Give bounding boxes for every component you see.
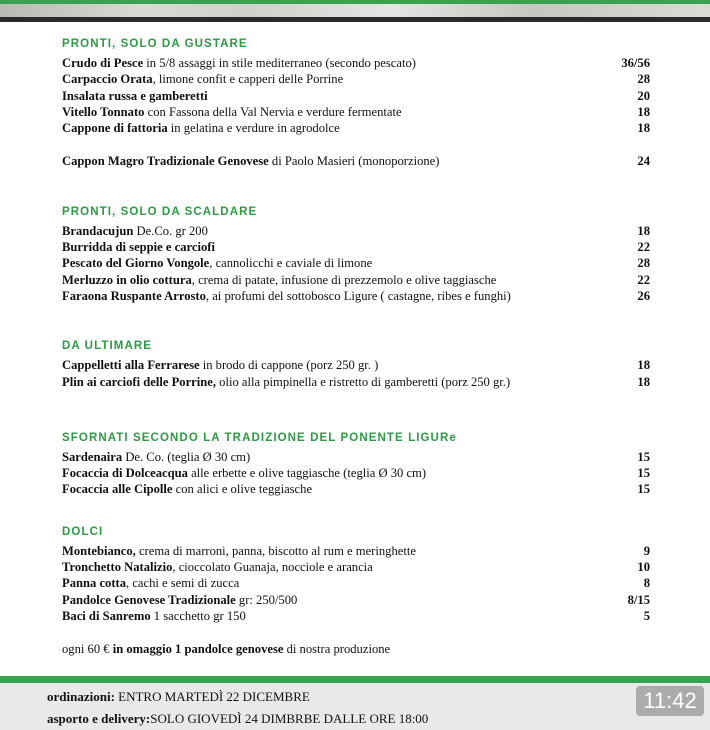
menu-item-name: Merluzzo in olio cottura (62, 272, 192, 287)
menu-item-name: Panna cotta (62, 576, 127, 591)
menu-item-text (62, 153, 439, 169)
video-timestamp: 11:42 (636, 686, 704, 716)
menu-item-price: 18 (637, 374, 650, 389)
menu-item-price: 10 (637, 560, 650, 575)
menu-item (62, 543, 650, 559)
menu-item-description: con Fassona della Val Nervia e verdure fermentate (144, 104, 402, 119)
menu-item-price: 18 (637, 223, 650, 238)
menu-item-price: 22 (637, 240, 650, 255)
menu-item-description: crema di marroni, panna, biscotto al rum e meringhette (135, 543, 416, 558)
menu-item-price: 22 (637, 272, 650, 287)
menu-item (62, 272, 650, 288)
section-title: DOLCI (62, 525, 104, 538)
delivery-info-label: asporto e delivery: (47, 711, 151, 726)
menu-item-description: in 5/8 assaggi in stile mediterraneo (secondo pescato) (143, 56, 416, 70)
menu-item (62, 153, 650, 169)
menu-item (62, 608, 650, 624)
section-title: PRONTI, SOLO DA GUSTARE (62, 38, 248, 50)
menu-item-text (62, 374, 510, 390)
menu-item (62, 239, 650, 255)
menu-list (62, 38, 650, 624)
menu-item (62, 357, 650, 373)
menu-item-name: Faraona Ruspante Arrosto (62, 288, 206, 303)
top-green-stripe (0, 0, 710, 4)
menu-item (62, 559, 650, 575)
promo-suffix: di nostra produzione (283, 642, 391, 656)
menu-item-description: De.Co. gr 200 (133, 223, 208, 238)
section-title: PRONTI, SOLO DA SCALDARE (62, 205, 258, 218)
menu-item-text (62, 255, 372, 271)
menu-item-text (62, 55, 416, 71)
menu-item-name: Cappon Magro Tradizionale Genovese (62, 154, 269, 169)
menu-item-name: Focaccia alle Cipolle (62, 482, 173, 497)
menu-item-price: 36/56 (621, 56, 650, 70)
order-info-bar (0, 683, 710, 730)
menu-item-price: 20 (637, 88, 650, 103)
menu-item (62, 575, 650, 591)
menu-item-text (62, 239, 215, 255)
menu-item-text (62, 465, 426, 481)
menu-item (62, 592, 650, 608)
menu-item-text (62, 575, 239, 591)
section-title: DA ULTIMARE (62, 340, 153, 353)
menu-item-price: 15 (637, 449, 650, 464)
menu-item (62, 55, 650, 71)
menu-item-price: 18 (637, 104, 650, 119)
menu-item-price: 28 (637, 256, 650, 271)
menu-item (62, 120, 650, 136)
menu-item-text (62, 449, 250, 465)
menu-item-description: alle erbette e olive taggiasche (teglia Ø 30 cm) (187, 466, 427, 481)
menu-item (62, 481, 650, 497)
menu-item-description: in gelatina e verdure in agrodolce (167, 121, 340, 136)
menu-item (62, 88, 650, 104)
menu-item-name: Montebianco, (62, 543, 136, 558)
order-deadline-label: ordinazioni: (47, 689, 115, 704)
delivery-info-text: SOLO GIOVEDÌ 24 DIMBRBE DALLE ORE 18:00 (150, 711, 429, 726)
menu-item-price: 8 (643, 576, 650, 591)
section-gap (62, 498, 650, 526)
menu-item-name: Pescato del Giorno Vongole (62, 256, 210, 271)
menu-item-price: 18 (637, 358, 650, 373)
menu-item-price: 15 (637, 482, 650, 497)
menu-item-price: 24 (637, 154, 650, 169)
menu-item-name: Pandolce Genovese Tradizionale (62, 592, 236, 607)
menu-item-text (62, 543, 416, 559)
menu-item-text (62, 288, 511, 304)
menu-item (62, 465, 650, 481)
promo-note (62, 642, 390, 657)
menu-item (62, 374, 650, 390)
menu-item-price: 26 (637, 288, 650, 303)
section-gap (62, 170, 650, 206)
menu-item-name: Plin ai carciofi delle Porrine, (62, 374, 217, 389)
menu-item-price: 15 (637, 466, 650, 481)
menu-item-description: con alici e olive teggiasche (172, 482, 313, 497)
menu-item-description: olio alla pimpinella e ristretto di gamberetti (porz 250 gr.) (216, 374, 511, 389)
bottom-green-stripe (0, 676, 710, 683)
menu-item-text (62, 223, 208, 239)
menu-item-description: , limone confit e capperi delle Porrine (152, 72, 344, 87)
menu-item-name: Cappone di fattoria (62, 121, 168, 136)
menu-item-description: in brodo di cappone (porz 250 gr. ) (199, 358, 379, 373)
menu-item-name: Cappelletti alla Ferrarese (62, 358, 200, 373)
menu-item-text (62, 608, 246, 624)
menu-item-description: 1 sacchetto gr 150 (150, 608, 246, 623)
menu-item-name: Baci di Sanremo (62, 608, 151, 623)
section-gap (62, 390, 650, 432)
item-gap (62, 136, 650, 153)
header-photo-strip (0, 0, 710, 22)
menu-item (62, 449, 650, 465)
menu-item-name: Burridda di seppie e carciofi (62, 240, 215, 255)
menu-item-price: 9 (643, 543, 650, 558)
promo-prefix: ogni 60 € (62, 642, 113, 656)
menu-item (62, 223, 650, 239)
menu-item-text (62, 120, 340, 136)
menu-item-name: Vitello Tonnato (62, 104, 145, 119)
menu-item-name: Crudo di Pesce (62, 56, 144, 70)
promo-bold: in omaggio 1 pandolce genovese (112, 642, 284, 656)
menu-item-price: 5 (643, 608, 650, 623)
section-gap (62, 304, 650, 340)
menu-item-price: 28 (637, 72, 650, 87)
menu-item-text (62, 88, 208, 104)
menu-item-description: , cannolicchi e caviale di limone (209, 256, 373, 271)
menu-item-text (62, 71, 343, 87)
menu-item-text (62, 272, 496, 288)
menu-item-name: Sardenaira (62, 449, 123, 464)
menu-item (62, 71, 650, 87)
menu-item-text (62, 104, 402, 120)
menu-item-name: Carpaccio Orata (62, 72, 153, 87)
order-deadline-text: ENTRO MARTEDÌ 22 DICEMBRE (114, 689, 310, 704)
section-title: SFORNATI SECONDO LA TRADIZIONE DEL PONENTE LIGURe (62, 431, 457, 444)
menu-item-text (62, 559, 373, 575)
menu-item-name: Tronchetto Natalizio (62, 560, 173, 575)
menu-item-description: di Paolo Masieri (monoporzione) (268, 154, 440, 169)
menu-item-text (62, 481, 312, 497)
menu-item-text (62, 357, 378, 373)
order-deadline (47, 689, 310, 705)
menu-item-price: 8/15 (627, 592, 650, 607)
menu-item-description: , cioccolato Guanaja, nocciole e arancia (172, 560, 373, 575)
menu-item-name: Brandacujun (62, 223, 134, 238)
delivery-info (47, 711, 428, 727)
menu-item (62, 288, 650, 304)
menu-item-description: gr: 250/500 (235, 592, 298, 607)
menu-item-name: Insalata russa e gamberetti (62, 88, 208, 103)
menu-item-name: Focaccia di Dolceacqua (62, 466, 188, 481)
menu-item-text (62, 592, 297, 608)
menu-item (62, 104, 650, 120)
menu-item-description: , cachi e semi di zucca (126, 576, 240, 591)
header-dark-edge (0, 17, 710, 22)
menu-item-description: De. Co. (teglia Ø 30 cm) (122, 449, 251, 464)
menu-item-description: , crema di patate, infusione di prezzemolo e olive taggiasche (191, 272, 497, 287)
menu-item (62, 255, 650, 271)
menu-item-price: 18 (637, 121, 650, 136)
menu-item-description: , ai profumi del sottobosco Ligure ( castagne, ribes e funghi) (205, 288, 511, 303)
